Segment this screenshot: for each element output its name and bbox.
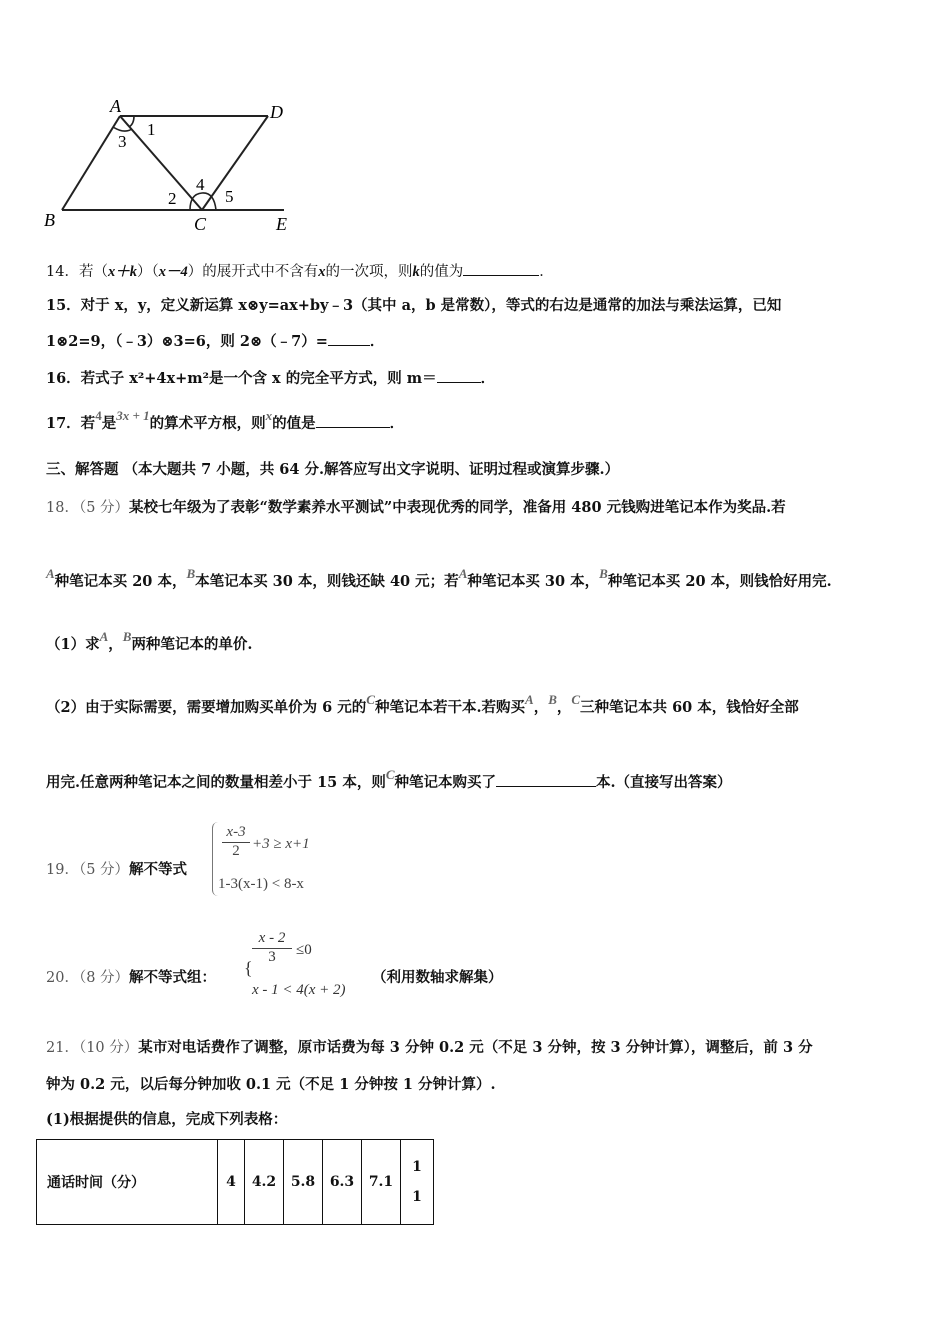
q18-text: 种笔记本若干本.若购买 [374,699,526,716]
var-C: C [385,767,395,782]
label-E: E [276,214,287,234]
q18-text: 三种笔记本共 60 本，钱恰好全部 [580,699,799,716]
q18-text: （2）由于实际需要，需要增加购买单价为 6 元的 [46,699,367,716]
question-18-part1 [46,629,253,655]
q17-text: 17．若 [46,415,96,432]
q17-text: 的值是 [272,415,316,432]
var-A: A [46,566,55,581]
q14-text: ）（ [136,264,159,280]
q19-fraction [222,824,250,860]
q14-factor-2: x－4 [158,264,188,280]
table-row [37,1140,434,1225]
q20-row2: x - 1 < 4(x + 2) [252,982,346,998]
q19-numerator: x-3 [226,824,246,840]
geometry-figure [40,96,310,236]
label-A: A [110,96,121,116]
question-17 [46,408,405,434]
q19-label: 19．（5 分） [46,862,130,878]
q21-text: 某市对电话费作了调整，原市话费为每 3 分钟 0.2 元（不足 3 分钟，按 3 分钟计算），调整后，前 3 分 [138,1039,813,1056]
q17-expression: 3x + 1 [116,408,150,423]
table-cell: 5.8 [284,1140,323,1225]
angle-label-1: 1 [147,120,156,139]
q14-text: 的值为 [419,264,464,280]
q18-text: 种笔记本买 20 本， [54,573,187,590]
q14-var-x: x [318,264,326,280]
q14-end: ． [539,264,554,280]
answer-blank[interactable] [437,368,481,383]
question-18-line1 [46,498,786,518]
table-cell: 4.2 [245,1140,284,1225]
q18-text: 种笔记本购买了 [394,774,496,791]
q20-row1-rest: ≤0 [296,942,312,958]
q18-text: 种笔记本买 20 本，则钱恰好用完. [607,573,832,590]
var-B: B [599,566,608,581]
angle-label-5: 5 [225,187,234,206]
answer-blank[interactable] [328,331,370,346]
q20-numerator: x - 2 [258,930,286,946]
q14-text: 的一次项，则 [325,264,413,280]
table-cell-top: 1 [412,1159,422,1175]
segment-ab [62,116,120,210]
var-B: B [548,692,557,707]
q17-text: 是 [101,415,117,432]
question-21-line2: 钟为 0.2 元，以后每分钟加收 0.1 元（不足 1 分钟按 1 分钟计算）. [46,1076,496,1093]
q14-var-k: k [412,264,420,280]
question-19 [46,860,187,880]
label-B: B [44,210,55,230]
angle-arc-a2 [129,116,134,127]
q15-text: 1⊗2=9，（﹣3）⊗3=6，则 2⊗（﹣7）= [46,333,328,350]
q18-text: 本.（直接写出答案） [596,774,732,791]
question-20 [46,968,216,988]
angle-label-3: 3 [118,132,127,151]
q14-text: ）的展开式中不含有 [187,264,319,280]
table-header-cell: 通话时间（分） [37,1140,218,1225]
q19-text: 解不等式 [129,861,188,878]
q18-text: （1）求 [46,636,100,653]
var-B: B [122,629,132,644]
call-time-table [36,1139,434,1225]
table-cell: 7.1 [362,1140,401,1225]
q18-text: ， [556,699,572,716]
q20-label: 20．（8 分） [46,970,130,986]
q20-fraction [252,930,292,966]
q14-text: 若（ [78,264,108,280]
brace: { [244,958,253,978]
q18-text: 两种笔记本的单价. [131,636,253,653]
q18-text: ， [533,699,549,716]
q16-end: ． [480,370,496,387]
q20-note: （利用数轴求解集） [372,969,503,986]
var-C: C [571,692,581,707]
q18-text: 用完.任意两种笔记本之间的数量相差小于 15 本，则 [46,774,386,791]
var-B: B [186,566,196,581]
q18-label: 18．（5 分） [46,500,130,516]
q20-text: 解不等式组： [129,969,217,986]
angle-label-2: 2 [168,189,177,208]
question-18-part2 [46,692,799,718]
q18-text: 本笔记本买 30 本，则钱还缺 40 元；若 [195,573,459,590]
var-C: C [366,692,375,707]
segment-ac [120,116,202,210]
table-cell: 6.3 [323,1140,362,1225]
q19-row1-rest: +3 ≥ x+1 [252,836,310,852]
question-21-part1: (1)根据提供的信息，完成下列表格： [46,1111,288,1128]
answer-blank[interactable] [463,261,539,276]
q14-factor-1: x＋k [107,264,137,280]
q14-number: 14． [46,264,79,280]
segment-dc [202,116,268,210]
angle-label-4: 4 [196,175,205,194]
q18-text: 某校七年级为了表彰“数学素养水平测试”中表现优秀的同学，准备用 480 元钱购进笔记本作为奖品.若 [129,499,786,516]
q17-var-x: x [265,408,273,423]
var-A: A [525,692,534,707]
answer-blank[interactable] [496,772,596,787]
q21-label: 21．（10 分） [46,1040,139,1056]
question-14 [46,261,554,282]
question-21-line1 [46,1038,813,1058]
q18-text: ， [108,636,123,653]
question-16 [46,368,495,389]
q17-value-4: 4 [95,408,102,423]
q20-denominator: 3 [268,949,276,965]
q15-end: ． [369,333,385,350]
question-15-line2 [46,331,384,352]
table-cell [401,1140,434,1225]
table-cell-bottom: 1 [412,1189,422,1205]
question-18-part2-cont [46,767,732,793]
question-18-line2 [46,566,832,592]
label-C: C [194,214,207,234]
answer-blank[interactable] [316,413,390,428]
label-D: D [270,102,283,122]
q19-system [212,822,342,898]
q20-system [244,930,374,1006]
question-15-line1: 15．对于 x，y，定义新运算 x⊗y=ax+by﹣3（其中 a，b 是常数），等式的右边是通常的加法与乘法运算，已知 [46,297,782,314]
q19-denominator: 2 [232,843,240,859]
q16-text: 16．若式子 x²+4x+m²是一个含 x 的完全平方式，则 m＝ [46,370,437,387]
var-A: A [99,629,109,644]
q19-row2: 1-3(x-1) < 8-x [218,876,304,892]
q18-text: 种笔记本买 30 本， [467,573,600,590]
q17-end: ． [389,415,405,432]
q17-text: 的算术平方根，则 [149,415,266,432]
table-cell: 4 [218,1140,245,1225]
var-A: A [458,566,468,581]
section-3-heading: 三、解答题 （本大题共 7 小题，共 64 分.解答应写出文字说明、证明过程或演算步骤.） [46,461,620,478]
